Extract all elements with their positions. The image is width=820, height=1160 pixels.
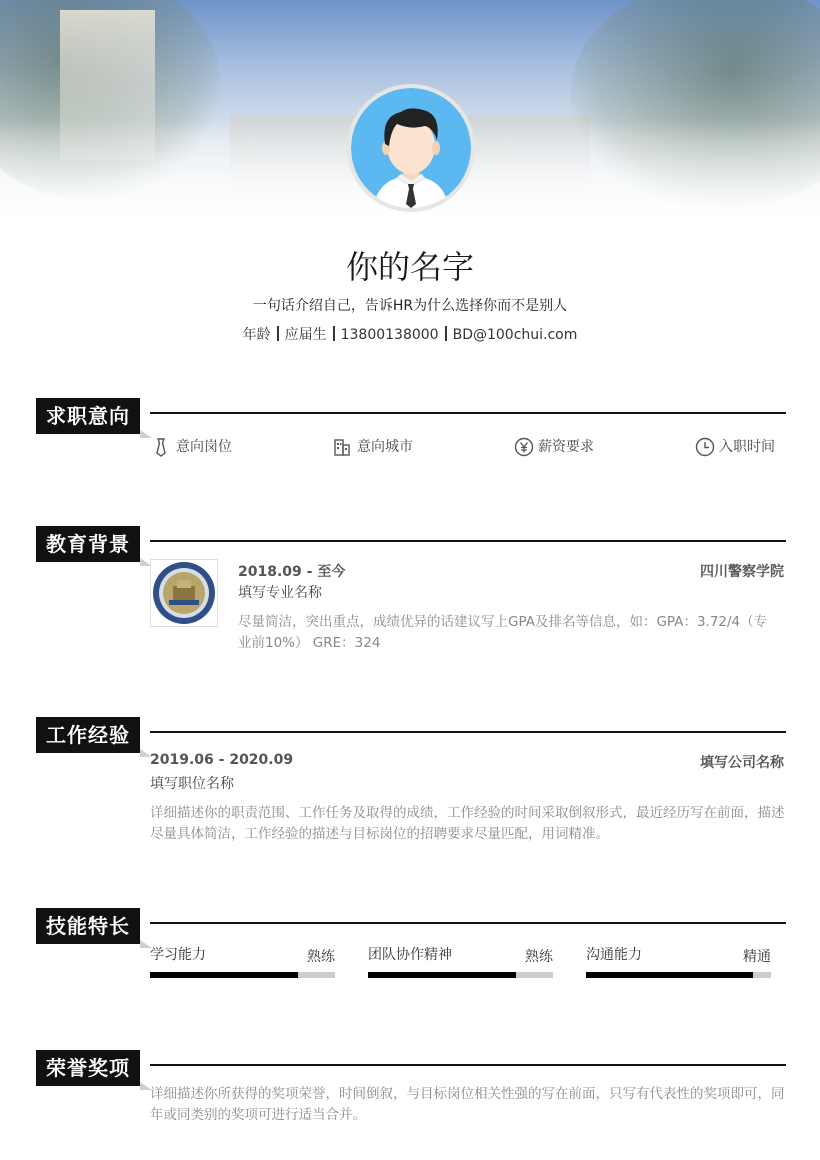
candidate-name: 你的名字: [345, 248, 474, 286]
skill-bar-track: [150, 972, 335, 978]
company-name: 填写公司名称: [700, 755, 784, 771]
skill-level: 熟练: [525, 949, 553, 965]
skill-level: 精通: [743, 949, 771, 965]
yuan-icon: [514, 437, 534, 457]
skill-name: 学习能力: [150, 947, 206, 963]
phone-text: 13800138000: [340, 327, 439, 343]
education-period: 2018.09 - 至今: [238, 564, 346, 580]
job-title: 填写职位名称: [150, 776, 234, 792]
work-period: 2019.06 - 2020.09: [150, 752, 294, 768]
skill-level: 熟练: [307, 949, 335, 965]
status-text: 应届生: [284, 327, 327, 343]
skill-name: 沟通能力: [586, 947, 642, 963]
section-intent-header: [36, 398, 786, 438]
skill-bar-track: [368, 972, 553, 978]
contact-line: [0, 324, 820, 344]
section-work-header: [36, 717, 786, 757]
section-title: 工作经验: [36, 717, 140, 753]
skill-name: 团队协作精神: [368, 947, 452, 963]
building-icon: [333, 437, 351, 457]
section-title: 荣誉奖项: [36, 1050, 140, 1086]
section-divider: [150, 412, 786, 414]
section-title: 求职意向: [36, 398, 140, 434]
section-divider: [150, 1064, 786, 1066]
age-text: 年龄: [242, 327, 271, 343]
clock-icon: [695, 437, 715, 457]
avatar: [347, 84, 475, 212]
section-title: 技能特长: [36, 908, 140, 944]
divider: [445, 326, 447, 341]
candidate-intro: 一句话介绍自己，告诉HR为什么选择你而不是别人: [252, 298, 568, 314]
skill-bar-track: [586, 972, 771, 978]
skill-bar-fill: [586, 972, 753, 978]
intent-start-label: 入职时间: [719, 439, 775, 455]
skill-item: [586, 944, 771, 980]
avatar-icon: [351, 88, 471, 208]
skill-item: [150, 944, 335, 980]
divider: [333, 326, 335, 341]
major-name: 填写专业名称: [238, 585, 322, 601]
intent-position-label: 意向岗位: [176, 439, 232, 455]
intent-city-label: 意向城市: [357, 439, 413, 455]
section-divider: [150, 540, 786, 542]
school-name: 四川警察学院: [700, 564, 784, 580]
section-education-header: [36, 526, 786, 566]
tie-icon: [152, 437, 170, 457]
intent-salary-label: 薪资要求: [538, 439, 594, 455]
work-description: 详细描述你的职责范围、工作任务及取得的成绩，工作经验的时间采取倒叙形式，最近经历写在前面，描述尽量具体简洁，工作经验的描述与目标岗位的招聘要求尽量匹配，用词精准。: [150, 805, 785, 842]
section-divider: [150, 731, 786, 733]
section-title: 教育背景: [36, 526, 140, 562]
school-logo: [150, 559, 218, 627]
email-text: BD@100chui.com: [452, 327, 578, 343]
skill-item: [368, 944, 553, 980]
education-description: 尽量简洁，突出重点，成绩优异的话建议写上GPA及排名等信息，如：GPA：3.72/4（专业前10%） GRE：324: [238, 614, 768, 651]
divider: [277, 326, 279, 341]
section-skills-header: [36, 908, 786, 948]
skill-bar-fill: [368, 972, 516, 978]
section-divider: [150, 922, 786, 924]
honors-description: 详细描述你所获得的奖项荣誉，时间倒叙，与目标岗位相关性强的写在前面，只写有代表性的奖项即可，同年或同类别的奖项可进行适当合并。: [150, 1086, 785, 1123]
skill-bar-fill: [150, 972, 298, 978]
